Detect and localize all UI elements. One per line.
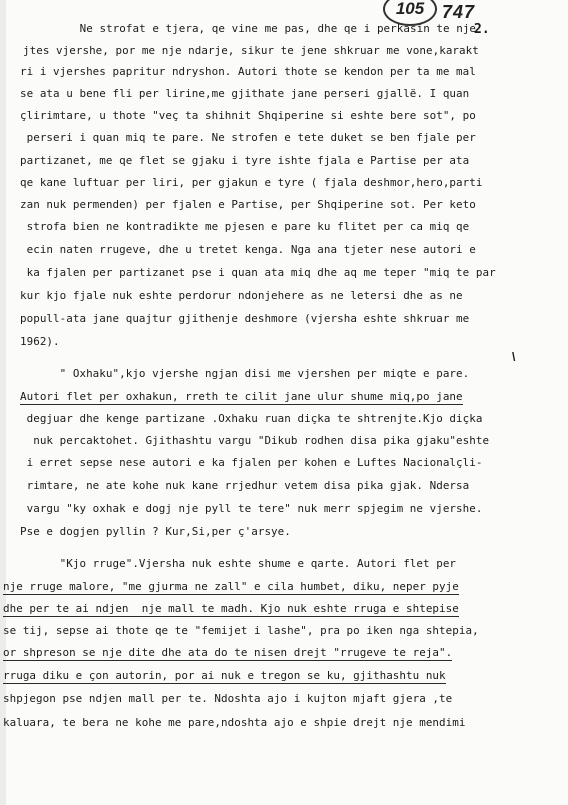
text-line: or shpreson se nje dite dhe ata do te nisen drejt "rrugeve te reja".	[3, 646, 453, 659]
text-line: rimtare, ne ate kohe nuk kane rrjedhur vetem disa pika gjak. Ndersa	[20, 479, 470, 492]
text-line: se tij, sepse ai thote qe te "femijet i lashe", pra po iken nga shtepia,	[3, 624, 479, 637]
text-line: nuk percaktohet. Gjithashtu vargu "Dikub rodhen disa pika gjaku"eshte	[20, 434, 490, 447]
text-line: vargu "ky oxhak e dogj nje pyll te tere" nuk merr spjegim ne vjershe.	[20, 502, 483, 515]
text-line: popull-ata jane quajtur gjithenje deshmore (vjersha eshte shkruar me	[20, 312, 470, 325]
text-line: strofa bien ne kontradikte me pjesen e pare ku flitet per ca miq qe	[20, 220, 470, 233]
text-line: kaluara, te bera ne kohe me pare,ndoshta ajo e shpie drejt nje mendimi	[3, 716, 466, 729]
text-line: nje rruge malore, "me gjurma ne zall" e cila humbet, diku, neper pyje	[3, 580, 459, 593]
text-line: shpjegon pse ndjen mall per te. Ndoshta ajo i kujton mjaft gjera ,te	[3, 692, 453, 705]
text-line: ecin naten rrugeve, dhe u tretet kenga. Nga ana tjeter nese autori e	[20, 243, 476, 256]
text-line: 1962).	[20, 335, 60, 348]
text-line: "Kjo rruge".Vjersha nuk eshte shume e qarte. Autori flet per	[20, 557, 457, 570]
text-line: jtes vjershe, por me nje ndarje, sikur te jene shkruar me vone,karakt	[23, 44, 479, 57]
text-line: Pse e dogjen pyllin ? Kur,Si,per ç'arsye.	[20, 525, 291, 538]
text-line: i erret sepse nese autori e ka fjalen per kohen e Luftes Nacionalçli-	[20, 456, 483, 469]
text-line: Ne strofat e tjera, qe vine me pas, dhe qe i perkasin te nje	[40, 22, 477, 35]
page-number: 2.	[474, 22, 490, 37]
scan-edge-shadow	[0, 0, 6, 805]
handwritten-archive-number: 747	[442, 2, 476, 22]
text-line: Autori flet per oxhakun, rreth te cilit jane ulur shume miq,po jane	[20, 390, 463, 403]
text-line: degjuar dhe kenge partizane .Oxhaku ruan diçka te shtrenjte.Kjo diçka	[20, 412, 483, 425]
text-line: partizanet, me qe flet se gjaku i tyre ishte fjala e Partise per ata	[20, 154, 470, 167]
text-line: dhe per te ai ndjen nje mall te madh. Kjo nuk eshte rruga e shtepise	[3, 602, 459, 615]
margin-tick-mark: \	[512, 350, 516, 364]
text-line: zan nuk permenden) per fjalen e Partise, per Shqiperine sot. Per keto	[20, 198, 476, 211]
text-line: perseri i quan miq te pare. Ne strofen e tete duket se ben fjale per	[20, 131, 476, 144]
text-line: rruga diku e çon autorin, por ai nuk e tregon se ku, gjithashtu nuk	[3, 669, 446, 682]
text-line: qe kane luftuar per liri, per gjakun e tyre ( fjala deshmor,hero,parti	[20, 176, 483, 189]
circled-archive-number: 105	[383, 0, 437, 26]
text-line: kur kjo fjale nuk eshte perdorur ndonjehere as ne letersi dhe as ne	[20, 289, 463, 302]
text-line: çlirimtare, u thote "veç ta shihnit Shqiperine si eshte bere sot", po	[20, 109, 476, 122]
text-line: ri i vjershes papritur ndryshon. Autori thote se kendon per ta me mal	[20, 65, 476, 78]
text-line: ka fjalen per partizanet pse i quan ata miq dhe aq me teper "miq te par	[20, 266, 496, 279]
text-line: " Oxhaku",kjo vjershe ngjan disi me vjershen per miqte e pare.	[20, 367, 470, 380]
text-line: se ata u bene fli per lirine,me gjithate jane perseri gjallë. I quan	[20, 87, 470, 100]
